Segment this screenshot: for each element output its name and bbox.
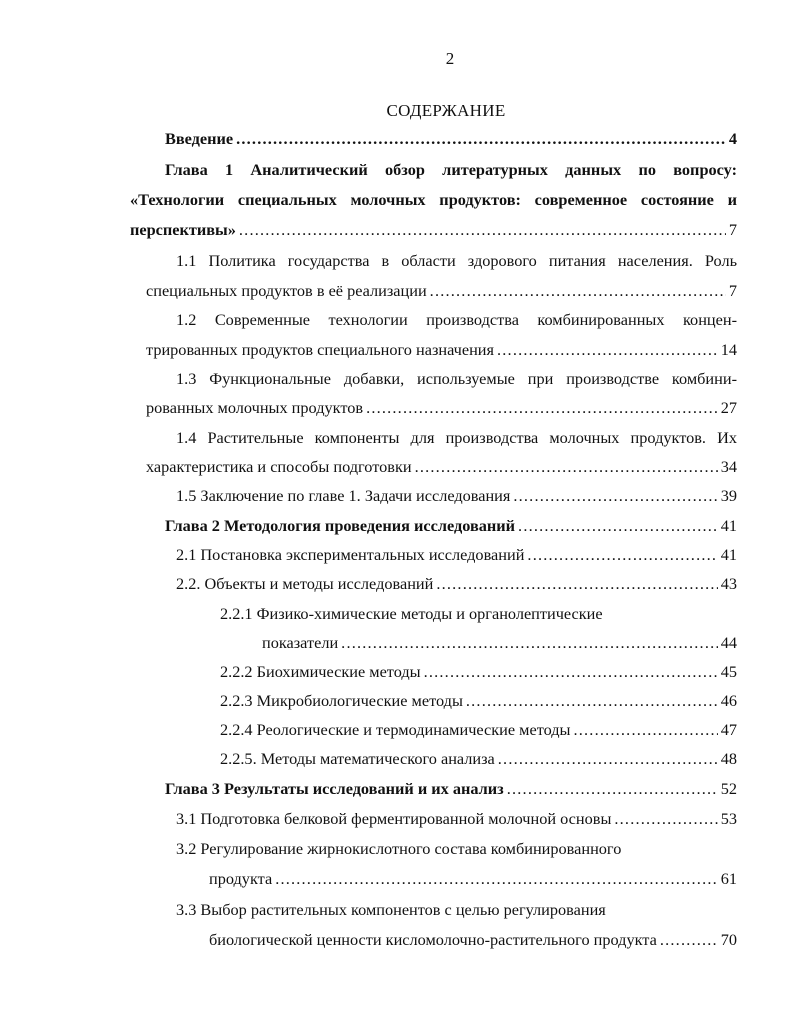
toc-entry-page: 47	[720, 720, 737, 739]
toc-entry-page: 53	[720, 809, 737, 828]
toc-section-3-3-line1[interactable]: 3.3 Выбор растительных компонентов с целью регулирования	[176, 900, 606, 919]
toc-section-1-4-line1[interactable]: 1.4 Растительные компоненты для производства молочных продуктов. Их	[176, 428, 737, 447]
toc-section-1-5[interactable]	[176, 486, 737, 506]
toc-section-2-2-3[interactable]	[220, 691, 737, 711]
toc-section-2-2[interactable]	[176, 574, 737, 594]
toc-entry-page: 39	[720, 486, 737, 505]
toc-entry-label: 2.2. Объекты и методы исследований	[176, 574, 434, 593]
toc-entry-page: 48	[720, 749, 737, 768]
toc-entry-page: 27	[720, 398, 737, 417]
toc-section-2-2-2[interactable]	[220, 662, 737, 682]
leader-dots	[497, 340, 718, 360]
toc-section-1-2-line1[interactable]: 1.2 Современные технологии производства комбинированных концен-	[176, 310, 737, 329]
toc-entry-label: рованных молочных продуктов	[146, 398, 364, 417]
toc-section-2-2-5[interactable]	[220, 749, 737, 769]
toc-entry-label: специальных продуктов в её реализации	[146, 281, 427, 300]
leader-dots	[424, 662, 718, 682]
toc-entry-page: 4	[728, 129, 737, 148]
toc-chapter1-line3[interactable]	[130, 220, 737, 240]
toc-entry-label: 2.2.3 Микробиологические методы	[220, 691, 463, 710]
toc-entry-label: продукта	[209, 869, 273, 888]
toc-entry-label: показатели	[262, 633, 339, 652]
toc-section-2-2-1-line2[interactable]	[262, 633, 737, 653]
leader-dots	[518, 516, 718, 536]
toc-section-1-3-line2[interactable]	[146, 398, 737, 418]
toc-section-3-2-line2[interactable]	[209, 869, 737, 889]
toc-section-3-1[interactable]	[176, 809, 737, 829]
leader-dots	[573, 720, 717, 740]
toc-entry-page: 52	[720, 779, 737, 798]
toc-section-1-1-line1[interactable]: 1.1 Политика государства в области здорового питания населения. Роль	[176, 251, 737, 270]
toc-entry-label: 2.2.5. Методы математического анализа	[220, 749, 495, 768]
toc-entry-page: 44	[720, 633, 737, 652]
leader-dots	[436, 574, 717, 594]
toc-entry-page: 34	[720, 457, 737, 476]
toc-chapter1-line1[interactable]: Глава 1 Аналитический обзор литературных данных по вопросу:	[165, 160, 737, 179]
toc-entry-label: Введение	[165, 129, 234, 148]
toc-entry-intro[interactable]	[165, 129, 737, 149]
toc-entry-label: биологической ценности кисломолочно-растительного продукта	[209, 930, 657, 949]
toc-chapter2[interactable]	[165, 516, 737, 536]
toc-entry-label: Глава 3 Результаты исследований и их анализ	[165, 779, 504, 798]
leader-dots	[415, 457, 718, 477]
leader-dots	[513, 486, 717, 506]
leader-dots	[498, 749, 718, 769]
toc-chapter3[interactable]	[165, 779, 737, 799]
leader-dots	[660, 930, 718, 950]
leader-dots	[236, 129, 726, 149]
toc-entry-label: Глава 2 Методология проведения исследований	[165, 516, 516, 535]
leader-dots	[275, 869, 718, 889]
toc-entry-page: 14	[720, 340, 737, 359]
toc-section-1-1-line2[interactable]	[146, 281, 737, 301]
toc-entry-label: 3.1 Подготовка белковой ферментированной молочной основы	[176, 809, 612, 828]
toc-entry-page: 41	[720, 545, 737, 564]
toc-chapter1-line2[interactable]: «Технологии специальных молочных продуктов: современное состояние и	[130, 190, 737, 209]
toc-entry-label: перспективы»	[130, 220, 236, 239]
page-number: 2	[445, 49, 455, 68]
toc-entry-label: 2.2.4 Реологические и термодинамические методы	[220, 720, 571, 739]
toc-section-1-3-line1[interactable]: 1.3 Функциональные добавки, используемые при производстве комбини-	[176, 369, 737, 388]
toc-section-2-2-4[interactable]	[220, 720, 737, 740]
toc-entry-page: 41	[720, 516, 737, 535]
toc-entry-label: 2.1 Постановка экспериментальных исследований	[176, 545, 525, 564]
toc-section-1-4-line2[interactable]	[146, 457, 737, 477]
toc-entry-label: 2.2.2 Биохимические методы	[220, 662, 421, 681]
toc-section-3-3-line2[interactable]	[209, 930, 737, 950]
leader-dots	[527, 545, 717, 565]
toc-entry-label: 1.5 Заключение по главе 1. Задачи исследования	[176, 486, 511, 505]
leader-dots	[341, 633, 718, 653]
toc-title: СОДЕРЖАНИЕ	[386, 101, 506, 120]
toc-section-2-1[interactable]	[176, 545, 737, 565]
toc-entry-page: 7	[728, 281, 737, 300]
leader-dots	[507, 779, 718, 799]
toc-entry-label: характеристика и способы подготовки	[146, 457, 412, 476]
toc-entry-page: 7	[728, 220, 737, 239]
toc-entry-page: 45	[720, 662, 737, 681]
leader-dots	[466, 691, 718, 711]
toc-entry-page: 43	[720, 574, 737, 593]
toc-section-1-2-line2[interactable]	[146, 340, 737, 360]
toc-entry-label: трированных продуктов специального назначения	[146, 340, 495, 359]
leader-dots	[430, 281, 726, 301]
leader-dots	[366, 398, 718, 418]
toc-entry-page: 61	[720, 869, 737, 888]
toc-section-2-2-1-line1[interactable]: 2.2.1 Физико-химические методы и органолептические	[220, 604, 603, 623]
toc-entry-page: 70	[720, 930, 737, 949]
leader-dots	[614, 809, 717, 829]
toc-entry-page: 46	[720, 691, 737, 710]
leader-dots	[239, 220, 726, 240]
toc-section-3-2-line1[interactable]: 3.2 Регулирование жирнокислотного состава комбинированного	[176, 839, 622, 858]
